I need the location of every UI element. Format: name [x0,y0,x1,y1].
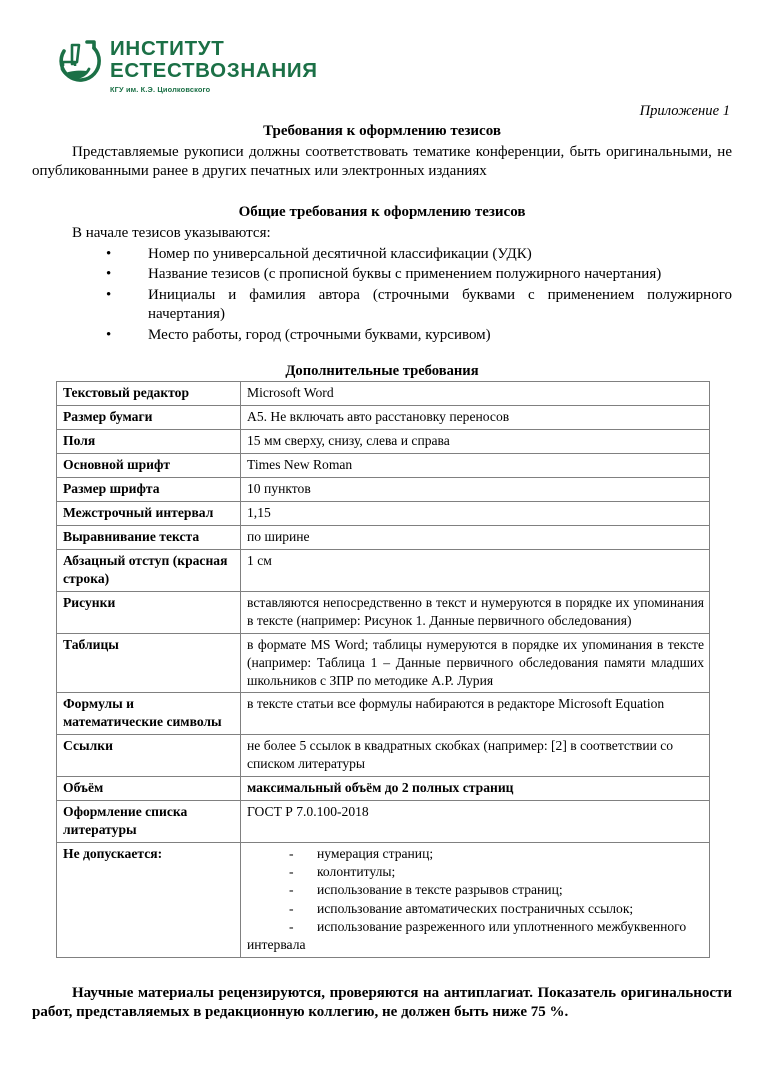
list-item-label: нумерация страниц; [317,846,434,862]
table-cell-value: А5. Не включать авто расстановку переносов [241,406,710,430]
bullet-icon: • [106,326,112,343]
table-cell-value [241,843,710,958]
table-cell-value: в тексте статьи все формулы набираются в редакторе Microsoft Equation [241,693,710,735]
table-row [57,777,710,801]
dash-icon: - [289,846,294,862]
table-row [57,591,710,633]
intro-paragraph: Представляемые рукописи должны соответствовать тематике конференции, быть оригинальными, не опубликованными ранее в других печатных или электронных изданиях [32,143,732,179]
list-item [247,863,704,881]
list-item [247,881,704,899]
page-title: Требования к оформлению тезисов [263,123,501,140]
table-row [57,382,710,406]
list-item-label: использование в тексте разрывов страниц; [317,882,563,898]
list-item-label: Инициалы и фамилия автора (строчными буквами с применением полужирного начертания) [148,286,732,323]
table-cell-key: Ссылки [57,735,241,777]
dash-icon: - [289,900,294,916]
list-item-label: Место работы, город (строчными буквами, курсивом) [148,326,491,343]
list-item [32,326,732,346]
bullet-icon: • [106,245,112,262]
appendix-label: Приложение 1 [639,103,730,119]
table-cell-value: 15 мм сверху, снизу, слева и справа [241,430,710,454]
list-item [247,918,704,936]
table-cell-key: Не допускается: [57,843,241,958]
table-cell-value: ГОСТ Р 7.0.100-2018 [241,801,710,843]
dash-icon: - [289,882,294,898]
table-cell-key: Абзацный отступ (красная строка) [57,549,241,591]
table-row [57,735,710,777]
list-item [32,245,732,265]
table-row [57,843,710,958]
list-item-label: использование автоматических постраничных ссылок; [317,900,634,916]
closing-paragraph: Научные материалы рецензируются, проверяются на антиплагиат. Показатель оригинальности работ, представляемых в редакционную коллегию, не должен быть ниже 75 %. [32,984,732,1021]
table-row [57,633,710,693]
table-row [57,801,710,843]
bullet-icon: • [106,266,112,283]
table-cell-value: по ширине [241,525,710,549]
table-cell-value: 1 см [241,549,710,591]
dash-icon: - [289,918,294,934]
table-row [57,549,710,591]
table-cell-value: вставляются непосредственно в текст и нумеруются в порядке их упоминания в тексте (например: Рисунок 1. Данные первичного обследования) [241,591,710,633]
table-cell-key: Оформление списка литературы [57,801,241,843]
list-item [32,286,732,325]
table-row [57,693,710,735]
list-item-label: Название тезисов (с прописной буквы с применением полужирного начертания) [148,266,662,283]
table-cell-key: Поля [57,430,241,454]
list-item [247,900,704,918]
table-cell-key: Текстовый редактор [57,382,241,406]
table-cell-value: не более 5 ссылок в квадратных скобках (например: [2] в соответствии со списком литературы [241,735,710,777]
table-cell-key: Выравнивание текста [57,525,241,549]
table-row [57,525,710,549]
document-body [32,102,732,1022]
table-cell-value: 1,15 [241,502,710,526]
general-requirements-list [32,245,732,346]
table-cell-value: Times New Roman [241,454,710,478]
table-cell-key: Формулы и математические символы [57,693,241,735]
table-row [57,478,710,502]
general-requirements-lead: В начале тезисов указываются: [72,225,271,242]
table-cell-key: Размер шрифта [57,478,241,502]
table-cell-key: Основной шрифт [57,454,241,478]
list-item [247,845,704,863]
table-row [57,454,710,478]
logo-subtitle: КГУ им. К.Э. Циолковского [110,85,211,95]
logo-line-natural-science: ЕСТЕСТВОЗНАНИЯ [110,59,318,83]
not-allowed-list [247,845,704,936]
bullet-icon: • [106,286,112,303]
dash-icon: - [289,864,294,880]
table-cell-key: Рисунки [57,591,241,633]
requirements-table [56,381,710,958]
table-cell-value: в формате MS Word; таблицы нумеруются в порядке их упоминания в тексте (например: Таблица 1 – Данные первичного обследования памяти младших школьников с ЗПР по методике А.Р. Лурия [241,633,710,693]
table-cell-value: максимальный объём до 2 полных страниц [241,777,710,801]
table-cell-key: Таблицы [57,633,241,693]
table-row [57,502,710,526]
table-title: Дополнительные требования [285,363,479,380]
list-item-label: использование разреженного или уплотненного межбуквенного [317,918,687,934]
table-row [57,430,710,454]
institute-logo [50,36,318,94]
list-item-label: колонтитулы; [317,864,396,880]
table-cell-value: 10 пунктов [241,478,710,502]
table-cell-value: Microsoft Word [241,382,710,406]
general-requirements-heading: Общие требования к оформлению тезисов [238,203,526,220]
table-cell-key: Размер бумаги [57,406,241,430]
logo-line-institute: ИНСТИТУТ [110,37,225,60]
table-row [57,406,710,430]
list-item-label: Номер по универсальной десятичной классификации (УДК) [148,245,532,262]
table-cell-key: Межстрочный интервал [57,502,241,526]
table-cell-key: Объём [57,777,241,801]
not-allowed-continuation: интервала [247,937,306,953]
list-item [32,265,732,285]
flask-leaf-emblem-icon [50,36,102,90]
